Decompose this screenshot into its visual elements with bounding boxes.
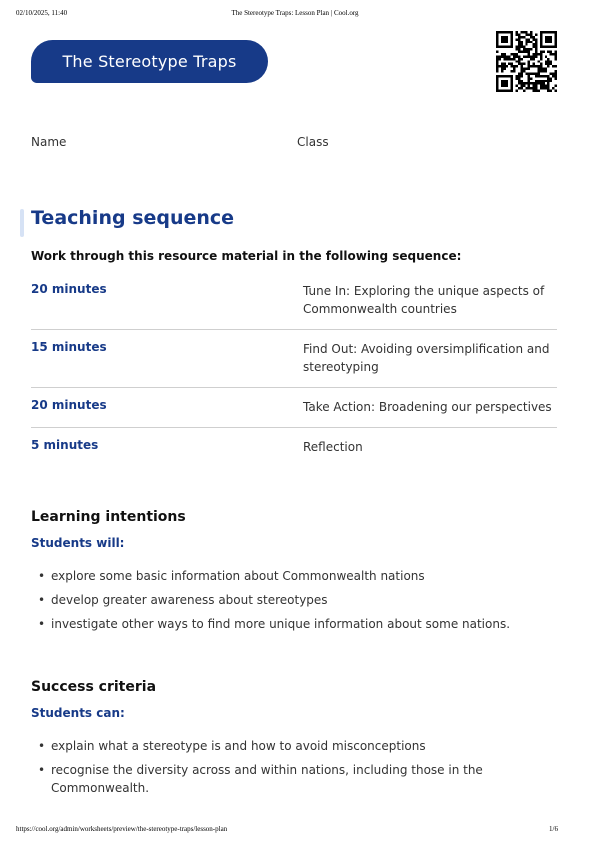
sequence-instruction: Work through this resource material in the following sequence: <box>31 249 462 263</box>
list-item: • develop greater awareness about stereotypes <box>36 591 556 609</box>
list-item: • recognise the diversity across and within nations, including those in the Commonwealth. <box>36 761 556 797</box>
list-item: • investigate other ways to find more unique information about some nations. <box>36 615 556 633</box>
learning-intentions-list <box>36 567 556 639</box>
sequence-time: 5 minutes <box>31 438 99 452</box>
qr-code-icon <box>496 31 557 92</box>
sequence-activity: Tune In: Exploring the unique aspects of Commonwealth countries <box>303 284 545 316</box>
success-criteria-list <box>36 737 556 803</box>
name-field-label: Name <box>31 135 67 149</box>
sequence-time: 20 minutes <box>31 282 107 296</box>
print-datetime: 02/10/2025, 11:40 <box>16 9 68 17</box>
sequence-time: 15 minutes <box>31 340 107 354</box>
print-page-title: The Stereotype Traps: Lesson Plan | Cool.org <box>231 9 359 17</box>
sequence-table <box>31 272 557 467</box>
table-row <box>31 330 557 388</box>
teaching-sequence-heading: Teaching sequence <box>31 207 235 229</box>
table-row <box>31 428 557 467</box>
sequence-time: 20 minutes <box>31 398 107 412</box>
list-item: • explore some basic information about Commonwealth nations <box>36 567 556 585</box>
print-url: https://cool.org/admin/worksheets/preview/the-stereotype-traps/lesson-plan <box>16 825 228 833</box>
table-row <box>31 272 557 330</box>
print-page-number: 1/6 <box>549 825 558 833</box>
table-row <box>31 388 557 428</box>
lesson-title-banner <box>31 40 268 83</box>
success-criteria-subheading: Students can: <box>31 706 125 720</box>
success-criteria-heading: Success criteria <box>31 679 157 695</box>
sequence-activity: Find Out: Avoiding oversimplification and stereotyping <box>303 342 550 374</box>
class-field-label: Class <box>297 135 329 149</box>
sequence-activity: Reflection <box>303 440 363 454</box>
sequence-activity: Take Action: Broadening our perspectives <box>303 400 552 414</box>
learning-intentions-heading: Learning intentions <box>31 509 186 525</box>
list-item: • explain what a stereotype is and how to avoid misconceptions <box>36 737 556 755</box>
lesson-title: The Stereotype Traps <box>62 52 237 71</box>
section-accent-bar <box>20 209 24 237</box>
learning-intentions-subheading: Students will: <box>31 536 125 550</box>
